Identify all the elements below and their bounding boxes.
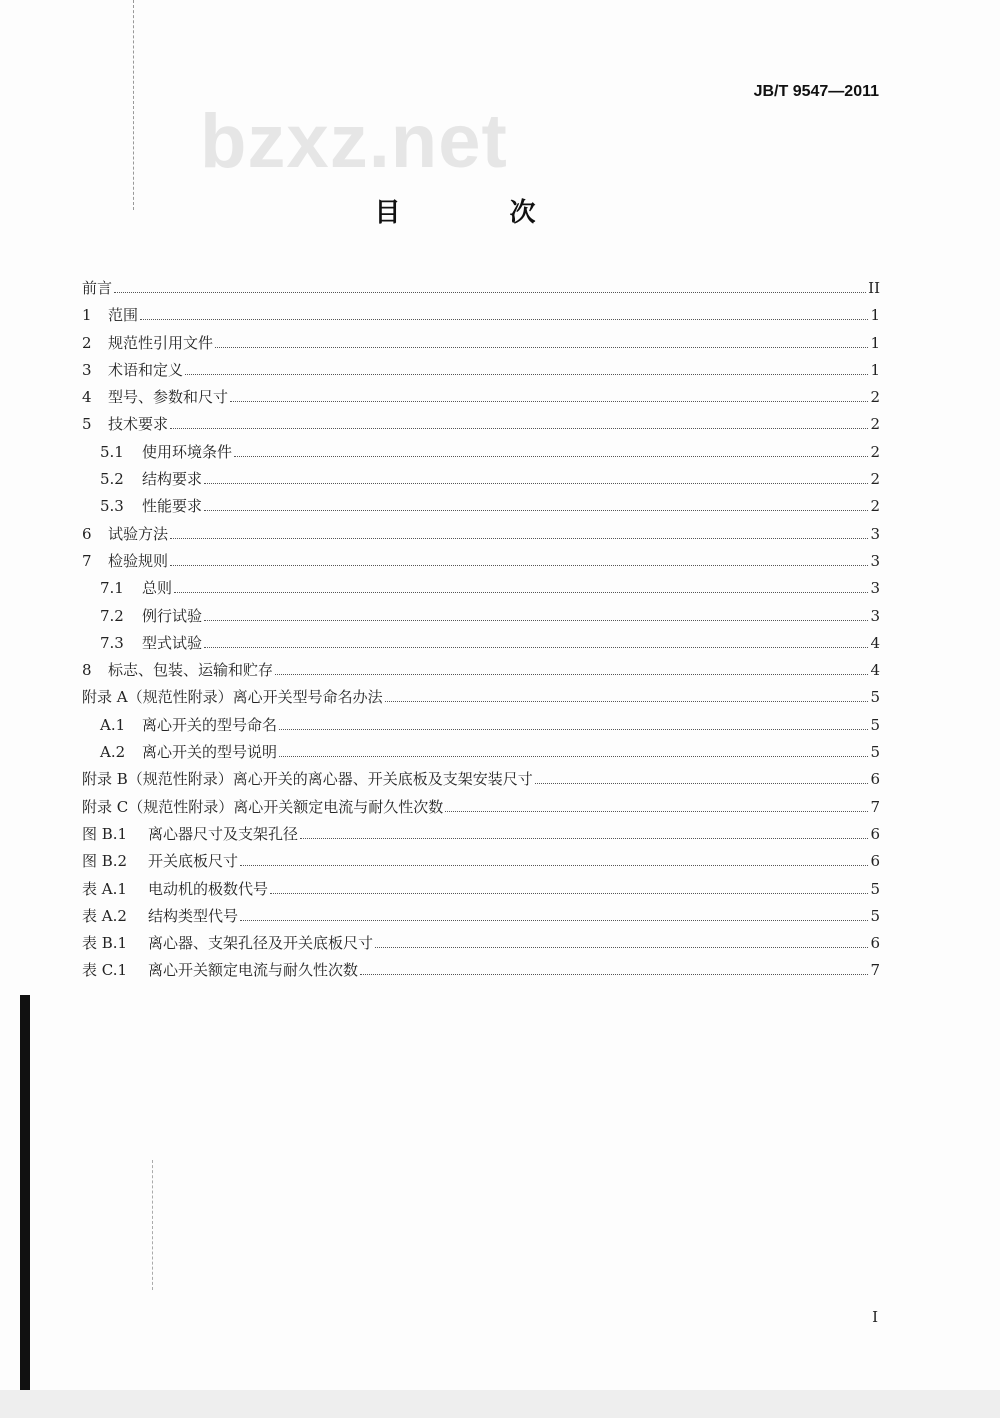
toc-entry-number: 表 B.1 — [82, 934, 128, 953]
toc-entry-number: 5.2 — [100, 470, 124, 489]
toc-entry[interactable] — [82, 277, 880, 304]
toc-entry[interactable] — [82, 686, 880, 713]
toc-entry[interactable] — [82, 441, 880, 468]
toc-entry-number: 8 — [82, 661, 92, 680]
dot-leader — [375, 947, 868, 948]
toc-entry[interactable] — [82, 959, 880, 986]
page-title: 目 次 — [374, 198, 586, 228]
toc-entry-number: 图 B.1 — [82, 824, 128, 843]
toc-entry[interactable] — [82, 605, 880, 632]
toc-entry-number: A.1 — [100, 715, 126, 734]
toc-entry-label: 离心开关额定电流与耐久性次数 — [148, 961, 359, 980]
bottom-strip — [0, 1390, 1000, 1418]
toc-entry[interactable] — [82, 550, 880, 577]
dot-leader — [140, 319, 868, 320]
toc-entry-label: 使用环境条件 — [142, 442, 233, 461]
toc-entry-label: 附录 C（规范性附录）离心开关额定电流与耐久性次数 — [82, 797, 444, 816]
toc-entry-label: 电动机的极数代号 — [148, 879, 269, 898]
dot-leader — [215, 347, 868, 348]
toc-entry-label: 开关底板尺寸 — [148, 852, 239, 871]
toc-entry-number: 表 A.2 — [82, 906, 127, 925]
dot-leader — [170, 428, 868, 429]
page-number: I — [872, 1308, 878, 1326]
toc-entry-label: 前言 — [82, 279, 113, 297]
toc-entry-label: 性能要求 — [142, 497, 203, 516]
toc-entry-label: 规范性引用文件 — [108, 333, 214, 352]
toc-entry-page: 6 — [870, 824, 880, 843]
toc-entry[interactable] — [82, 768, 880, 795]
toc-entry-number: 7 — [82, 551, 92, 570]
toc-entry[interactable] — [82, 659, 880, 686]
dot-leader — [204, 647, 868, 648]
toc-entry-number: 表 C.1 — [82, 961, 128, 980]
toc-entry-label: 附录 B（规范性附录）离心开关的离心器、开关底板及支架安装尺寸 — [82, 770, 533, 789]
toc-entry-label: 术语和定义 — [108, 360, 184, 379]
toc-entry-page: 6 — [870, 852, 880, 871]
table-of-contents — [82, 277, 880, 987]
toc-entry-number: 3 — [82, 360, 92, 379]
dot-leader — [275, 674, 868, 675]
toc-entry[interactable] — [82, 932, 880, 959]
toc-entry-label: 结构类型代号 — [148, 906, 239, 925]
toc-entry-label: 型号、参数和尺寸 — [108, 388, 229, 407]
toc-entry-page: 1 — [870, 360, 880, 379]
standard-number: JB/T 9547—2011 — [753, 83, 879, 100]
toc-entry-label: 标志、包装、运输和贮存 — [108, 661, 274, 680]
toc-entry[interactable] — [82, 413, 880, 440]
dot-leader — [535, 783, 869, 784]
dot-leader — [234, 456, 868, 457]
scan-edge-bar — [20, 995, 30, 1390]
toc-entry-label: 结构要求 — [142, 470, 203, 489]
toc-entry-label: 离心开关的型号说明 — [142, 743, 278, 762]
dot-leader — [360, 974, 868, 975]
toc-entry-label: 检验规则 — [108, 551, 169, 570]
dot-leader — [385, 701, 869, 702]
toc-entry[interactable] — [82, 632, 880, 659]
toc-entry-label: 总则 — [142, 579, 173, 598]
dot-leader — [114, 292, 866, 293]
dot-leader — [185, 374, 868, 375]
scan-artifact — [133, 0, 136, 210]
toc-entry[interactable] — [82, 495, 880, 522]
toc-entry-page: 3 — [870, 579, 880, 598]
toc-entry-page: 3 — [870, 606, 880, 625]
toc-entry-number: 5 — [82, 415, 92, 434]
toc-entry[interactable] — [82, 523, 880, 550]
dot-leader — [204, 510, 868, 511]
toc-entry-label: 离心器尺寸及支架孔径 — [148, 824, 299, 843]
toc-entry-page: 5 — [870, 688, 880, 707]
toc-entry-page: 2 — [870, 415, 880, 434]
toc-entry-page: 1 — [870, 333, 880, 352]
toc-entry[interactable] — [82, 359, 880, 386]
toc-entry-label: 型式试验 — [142, 633, 203, 652]
toc-entry-label: 范围 — [108, 306, 139, 325]
dot-leader — [204, 620, 868, 621]
dot-leader — [270, 893, 868, 894]
toc-entry-label: 附录 A（规范性附录）离心开关型号命名办法 — [82, 688, 383, 707]
toc-entry-label: 试验方法 — [108, 524, 169, 543]
toc-entry-label: 技术要求 — [108, 415, 169, 434]
toc-entry-number: 7.1 — [100, 579, 124, 598]
toc-entry-number: 1 — [82, 306, 92, 325]
toc-entry[interactable] — [82, 577, 880, 604]
toc-entry-page: 5 — [870, 906, 880, 925]
toc-entry-page: 7 — [870, 797, 880, 816]
toc-entry-number: 2 — [82, 333, 92, 352]
toc-entry-number: 5.3 — [100, 497, 124, 516]
toc-entry-number: 6 — [82, 524, 92, 543]
toc-entry[interactable] — [82, 468, 880, 495]
dot-leader — [300, 838, 868, 839]
toc-entry-page: 6 — [870, 770, 880, 789]
toc-entry[interactable] — [82, 905, 880, 932]
toc-entry-number: 表 A.1 — [82, 879, 127, 898]
toc-entry-page: 6 — [870, 934, 880, 953]
toc-entry[interactable] — [82, 386, 880, 413]
toc-entry-page: 1 — [870, 306, 880, 325]
toc-entry-page: 2 — [870, 497, 880, 516]
toc-entry-page: 2 — [870, 388, 880, 407]
toc-entry-page: 5 — [870, 743, 880, 762]
toc-entry-number: 7.3 — [100, 633, 124, 652]
toc-entry-page: 3 — [870, 551, 880, 570]
toc-entry-page: 5 — [870, 715, 880, 734]
toc-entry-page: II — [868, 279, 880, 297]
toc-entry-number: 图 B.2 — [82, 852, 128, 871]
toc-entry[interactable] — [82, 796, 880, 823]
dot-leader — [230, 401, 868, 402]
toc-entry-number: 7.2 — [100, 606, 124, 625]
toc-entry-number: A.2 — [100, 743, 126, 762]
toc-entry-page: 4 — [870, 633, 880, 652]
dot-leader — [445, 811, 868, 812]
dot-leader — [170, 565, 868, 566]
toc-entry-page: 5 — [870, 879, 880, 898]
dot-leader — [204, 483, 868, 484]
toc-entry[interactable] — [82, 741, 880, 768]
dot-leader — [170, 538, 868, 539]
watermark: bzxz.net — [200, 99, 508, 184]
dot-leader — [240, 865, 868, 866]
toc-entry-number: 5.1 — [100, 442, 124, 461]
dot-leader — [279, 729, 868, 730]
dot-leader — [240, 920, 868, 921]
toc-entry-number: 4 — [82, 388, 92, 407]
toc-entry-page: 7 — [870, 961, 880, 980]
dot-leader — [174, 592, 868, 593]
toc-entry[interactable] — [82, 850, 880, 877]
toc-entry-label: 离心开关的型号命名 — [142, 715, 278, 734]
scan-artifact — [152, 1160, 155, 1290]
toc-entry[interactable] — [82, 878, 880, 905]
toc-entry[interactable] — [82, 304, 880, 331]
toc-entry-page: 2 — [870, 470, 880, 489]
dot-leader — [279, 756, 868, 757]
toc-entry-label: 例行试验 — [142, 606, 203, 625]
toc-entry[interactable] — [82, 332, 880, 359]
toc-entry[interactable] — [82, 823, 880, 850]
toc-entry-page: 4 — [870, 661, 880, 680]
toc-entry-page: 3 — [870, 524, 880, 543]
toc-entry-label: 离心器、支架孔径及开关底板尺寸 — [148, 934, 374, 953]
toc-entry-page: 2 — [870, 442, 880, 461]
toc-entry[interactable] — [82, 714, 880, 741]
